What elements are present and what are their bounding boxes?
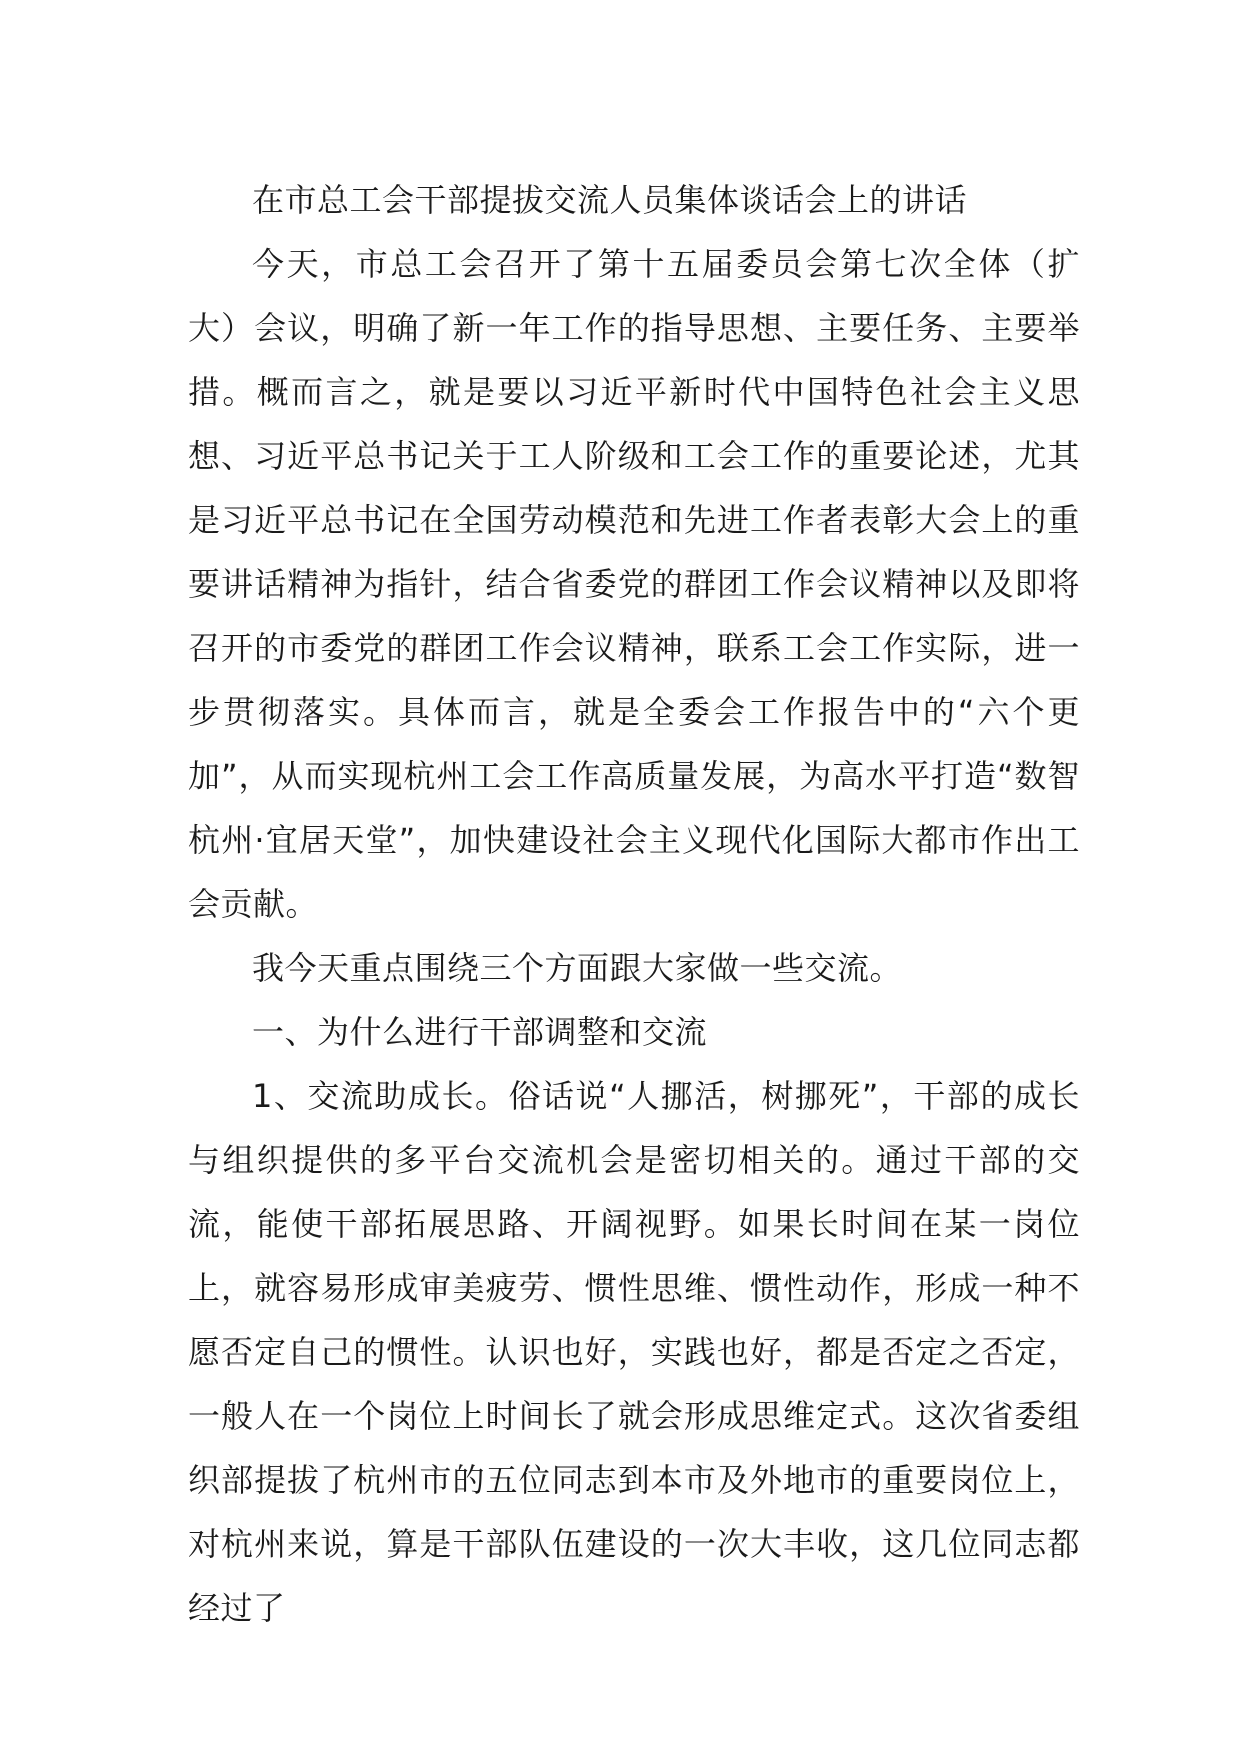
paragraph-focus: 我今天重点围绕三个方面跟大家做一些交流。 [252,949,903,987]
document-title: 在市总工会干部提拔交流人员集体谈话会上的讲话 [252,181,968,219]
paragraph-intro: 今天，市总工会召开了第十五届委员会第七次全体（扩大）会议，明确了新一年工作的指导思想、主要任务、主要举措。概而言之，就是要以习近平新时代中国特色社会主义思想、习近平总书记关于工人阶级和工会工作的重要论述，尤其是习近平总书记在全国劳动模范和先进工作者表彰大会上的重要讲话精神为指针，结合省委党的群团工作会议精神以及即将召开的市委党的群团工作会议精神，联系工会工作实际，进一步贯彻落实。具体而言，就是全委会工作报告中的“六个更加”，从而实现杭州工会工作高质量发展，为高水平打造“数智杭州·宜居天堂”，加快建设社会主义现代化国际大都市作出工会贡献。 [188,245,1080,923]
document-body [188,168,1080,1640]
paragraph-point-1: 1、交流助成长。俗话说“人挪活，树挪死”，干部的成长与组织提供的多平台交流机会是密切相关的。通过干部的交流，能使干部拓展思路、开阔视野。如果长时间在某一岗位上，就容易形成审美疲劳、惯性思维、惯性动作，形成一种不愿否定自己的惯性。认识也好，实践也好，都是否定之否定，一般人在一个岗位上时间长了就会形成思维定式。这次省委组织部提拔了杭州市的五位同志到本市及外地市的重要岗位上，对杭州来说，算是干部队伍建设的一次大丰收，这几位同志都经过了 [188,1077,1080,1627]
section-heading-1: 一、为什么进行干部调整和交流 [252,1013,708,1051]
